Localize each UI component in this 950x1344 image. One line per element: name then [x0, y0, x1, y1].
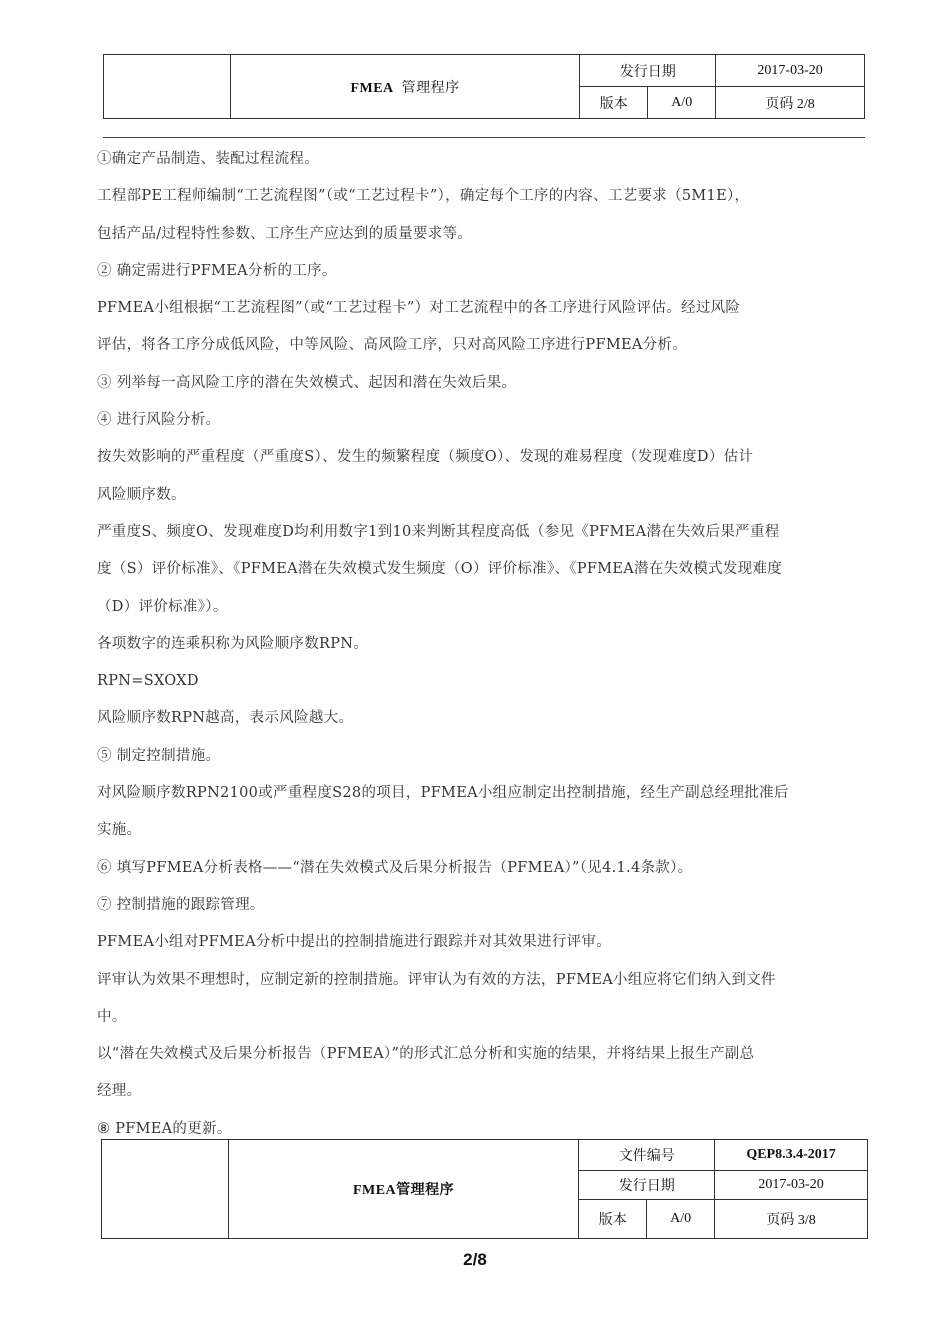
body-line: 按失效影响的严重程度（严重度S）、发生的频繁程度（频度O）、发现的难易程度（发现难度D）估计 [97, 449, 754, 466]
body-line: 严重度S、频度O、发现难度D均利用数字1到10来判断其程度高低（参见《PFMEA潜在失效后果严重程 [97, 523, 780, 540]
document-title: FMEA管理程序 [228, 1140, 579, 1239]
body-line: （D）评价标准》）。 [97, 598, 228, 615]
body-line: ⑦ 控制措施的跟踪管理。 [97, 896, 265, 913]
body-line: ①确定产品制造、装配过程流程。 [97, 151, 319, 167]
bottom-header-table [101, 1139, 868, 1239]
body-line: ⑤ 制定控制措施。 [97, 747, 221, 764]
page-code: 页码 2/8 [716, 87, 865, 119]
body-line: ⑥ 填写PFMEA分析表格——“潜在失效模式及后果分析报告（PFMEA）”（见4.1.4条款）。 [97, 859, 693, 876]
body-line: 对风险顺序数RPN2100或严重程度S28的项目，PFMEA小组应制定出控制措施，经生产副总经理批准后 [97, 785, 789, 802]
body-line: ⑧ PFMEA的更新。 [97, 1120, 232, 1137]
page-code: 页码 3/8 [715, 1200, 868, 1239]
doc-no-label: 文件编号 [579, 1140, 715, 1171]
body-line: ② 确定需进行PFMEA分析的工序。 [97, 262, 337, 279]
version-label: 版本 [579, 1200, 647, 1239]
top-header-table [103, 54, 865, 119]
issue-date-value: 2017-03-20 [716, 55, 865, 87]
body-line: 中。 [97, 1008, 127, 1025]
page-number: 2/8 [463, 1250, 487, 1269]
body-line: 实施。 [97, 822, 142, 839]
issue-date-value: 2017-03-20 [715, 1171, 868, 1200]
document-title: FMEA 管理程序 [230, 55, 580, 119]
body-line: 度（S）评价标准》、《PFMEA潜在失效模式发生频度（O）评价标准》、《PFMEA潜在失效模式发现难度 [97, 561, 783, 578]
body-line: 经理。 [97, 1083, 142, 1100]
version-value: A/0 [648, 87, 716, 119]
body-line: PFMEA小组根据“工艺流程图”（或“工艺过程卡”）对工艺流程中的各工序进行风险评估。经过风险 [97, 300, 741, 317]
body-line: ④ 进行风险分析。 [97, 412, 221, 429]
body-text [97, 141, 877, 1148]
doc-no-value: QEP8.3.4-2017 [715, 1140, 868, 1171]
body-line: 评估，将各工序分成低风险，中等风险、高风险工序，只对高风险工序进行PFMEA分析。 [97, 337, 688, 354]
body-line: 评审认为效果不理想时，应制定新的控制措施。评审认为有效的方法，PFMEA小组应将它们纳入到文件 [97, 971, 776, 988]
body-line: 工程部PE工程师编制“工艺流程图”（或“工艺过程卡”），确定每个工序的内容、工艺要求（5M1E）， [97, 188, 750, 205]
body-line: PFMEA小组对PFMEA分析中提出的控制措施进行跟踪并对其效果进行评审。 [97, 934, 612, 951]
body-line: 各项数字的连乘积称为风险顺序数RPN。 [97, 635, 369, 652]
logo-cell [104, 55, 231, 119]
version-label: 版本 [580, 87, 648, 119]
issue-date-label: 发行日期 [580, 55, 716, 87]
body-line: RPN=SXOXD [97, 673, 199, 690]
logo-cell [102, 1140, 229, 1239]
issue-date-label: 发行日期 [579, 1171, 715, 1200]
body-line: 风险顺序数。 [97, 486, 186, 503]
body-line: ③ 列举每一高风险工序的潜在失效模式、起因和潜在失效后果。 [97, 374, 517, 391]
version-value: A/0 [647, 1200, 715, 1239]
body-line: 以“潜在失效模式及后果分析报告（PFMEA）”的形式汇总分析和实施的结果，并将结果上报生产副总 [97, 1046, 755, 1063]
body-line: 风险顺序数RPN越高，表示风险越大。 [97, 710, 354, 727]
header-divider [103, 137, 865, 138]
body-line: 包括产品/过程特性参数、工序生产应达到的质量要求等。 [97, 225, 473, 242]
